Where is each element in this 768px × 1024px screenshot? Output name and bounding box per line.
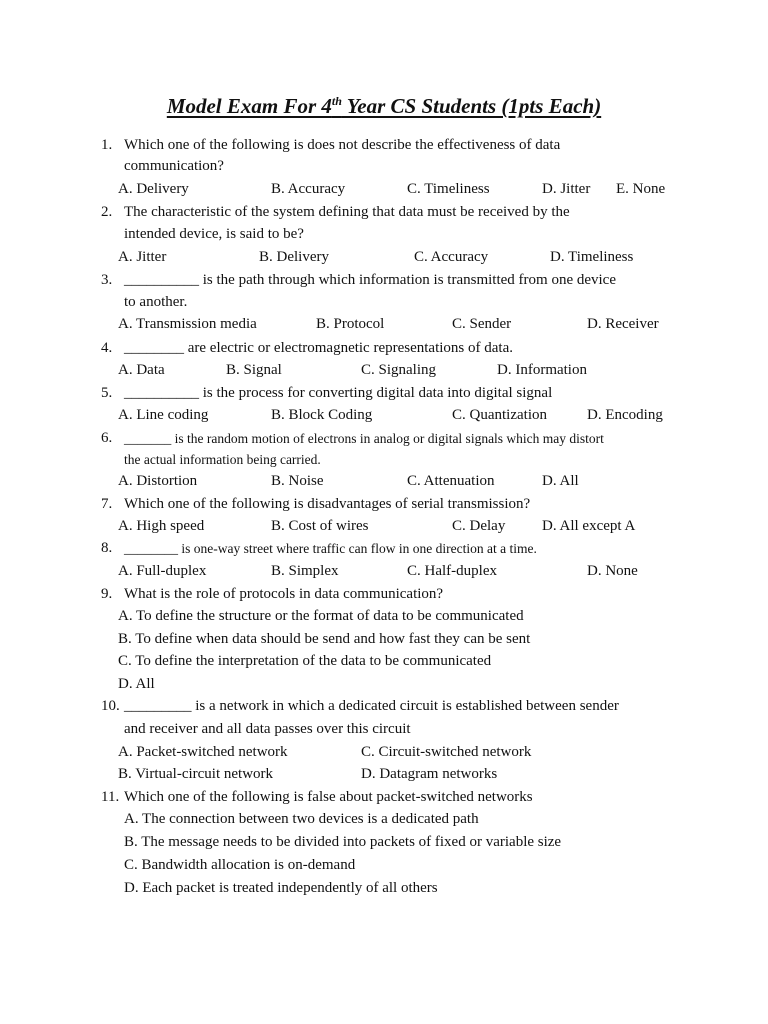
question-text: Which one of the following is false about packet-switched networks xyxy=(124,789,533,805)
question-text: and receiver and all data passes over this circuit xyxy=(124,721,411,737)
option: D. Receiver xyxy=(587,316,659,332)
question-text: _______ is the random motion of electrons in analog or digital signals which may distort xyxy=(124,431,604,446)
option: B. Noise xyxy=(271,473,324,489)
option: A. Packet-switched network xyxy=(118,744,288,760)
option: D. Datagram networks xyxy=(361,766,498,782)
question-number: 5. xyxy=(101,385,113,401)
option: B. Block Coding xyxy=(271,407,373,423)
question-text: intended device, is said to be? xyxy=(124,226,304,242)
question-number: 6. xyxy=(101,430,113,446)
option: A. Delivery xyxy=(118,181,189,197)
option: C. Quantization xyxy=(452,407,547,423)
option: C. Circuit-switched network xyxy=(361,744,532,760)
question-text: communication? xyxy=(124,158,224,174)
question-number: 11. xyxy=(101,789,120,805)
option: D. Timeliness xyxy=(550,249,634,265)
option: D. All xyxy=(118,676,155,692)
option: D. All xyxy=(542,473,579,489)
option: A. Jitter xyxy=(118,249,167,265)
option: B. Cost of wires xyxy=(271,518,369,534)
question-text: the actual information being carried. xyxy=(124,452,321,467)
option: C. To define the interpretation of the data to be communicated xyxy=(118,653,492,669)
question-text: __________ is the process for converting digital data into digital signal xyxy=(124,385,553,401)
page-title: Model Exam For 4th Year CS Students (1pts Each) xyxy=(166,94,602,118)
option: C. Delay xyxy=(452,518,506,534)
option: B. To define when data should be send and how fast they can be sent xyxy=(118,631,531,647)
option: D. Encoding xyxy=(587,407,663,423)
question-number: 9. xyxy=(101,586,113,602)
question-text: ________ are electric or electromagnetic representations of data. xyxy=(124,340,513,356)
option: C. Signaling xyxy=(361,362,437,378)
option: D. All except A xyxy=(542,518,636,534)
option: B. Signal xyxy=(226,362,282,378)
question-number: 7. xyxy=(101,496,113,512)
option: A. The connection between two devices is a dedicated path xyxy=(124,811,479,827)
question-number: 3. xyxy=(101,272,113,288)
question-number: 10. xyxy=(101,698,120,714)
question-text: What is the role of protocols in data communication? xyxy=(124,586,444,602)
option: B. Protocol xyxy=(316,316,385,332)
question-text: The characteristic of the system defining that data must be received by the xyxy=(124,204,570,220)
option: A. High speed xyxy=(118,518,205,534)
option: C. Attenuation xyxy=(407,473,495,489)
option: C. Timeliness xyxy=(407,181,490,197)
question-text: to another. xyxy=(124,294,188,310)
option: A. Line coding xyxy=(118,407,209,423)
option: B. Delivery xyxy=(259,249,329,265)
option: C. Half-duplex xyxy=(407,563,497,579)
option: C. Bandwidth allocation is on-demand xyxy=(124,857,356,873)
question-number: 2. xyxy=(101,204,113,220)
option: D. Information xyxy=(497,362,587,378)
option: B. The message needs to be divided into packets of fixed or variable size xyxy=(124,834,562,850)
question-number: 4. xyxy=(101,340,113,356)
question-number: 1. xyxy=(101,137,113,153)
question-text: ________ is one-way street where traffic can flow in one direction at a time. xyxy=(124,541,537,556)
option: A. Transmission media xyxy=(118,316,257,332)
question-number: 8. xyxy=(101,540,113,556)
option: D. Jitter xyxy=(542,181,591,197)
option: A. Data xyxy=(118,362,165,378)
option: A. Distortion xyxy=(118,473,198,489)
option: D. Each packet is treated independently of all others xyxy=(124,880,438,896)
option: E. None xyxy=(616,181,666,197)
option: C. Accuracy xyxy=(414,249,489,265)
option: B. Accuracy xyxy=(271,181,346,197)
option: D. None xyxy=(587,563,638,579)
option: A. To define the structure or the format of data to be communicated xyxy=(118,608,524,624)
question-text: __________ is the path through which information is transmitted from one device xyxy=(124,272,616,288)
question-text: Which one of the following is does not describe the effectiveness of data xyxy=(124,137,561,153)
option: B. Virtual-circuit network xyxy=(118,766,274,782)
option: C. Sender xyxy=(452,316,512,332)
option: B. Simplex xyxy=(271,563,339,579)
question-text: _________ is a network in which a dedicated circuit is established between sender xyxy=(124,698,619,714)
question-text: Which one of the following is disadvantages of serial transmission? xyxy=(124,496,531,512)
option: A. Full-duplex xyxy=(118,563,207,579)
